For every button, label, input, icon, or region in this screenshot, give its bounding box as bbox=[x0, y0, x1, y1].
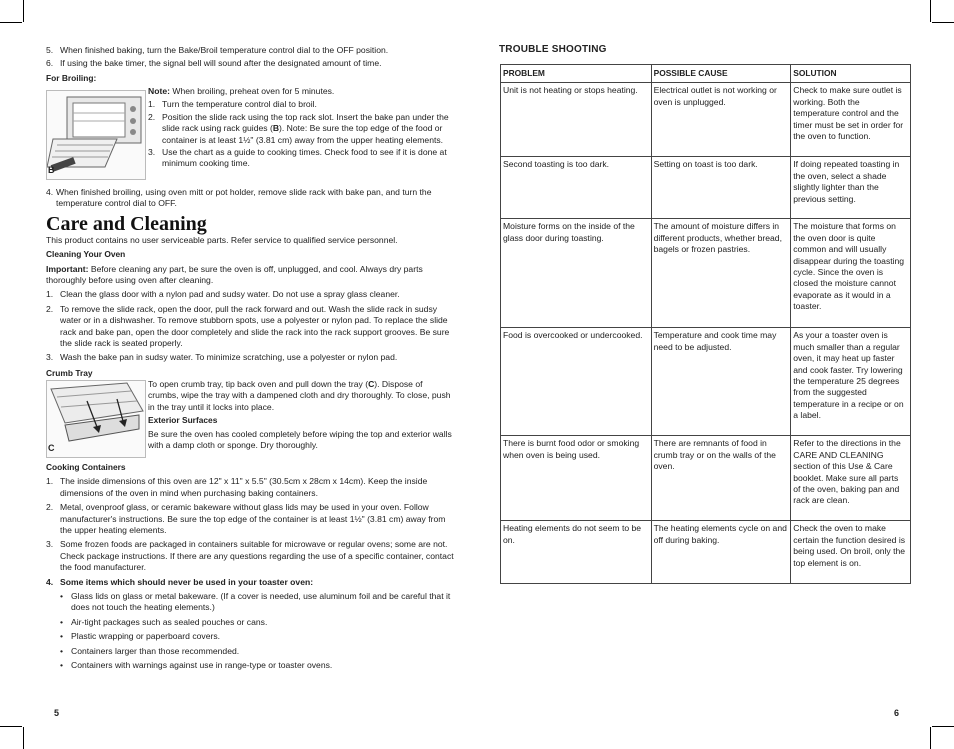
problem-cell: Heating elements do not seem to be on. bbox=[501, 521, 652, 584]
oven-drawing-icon bbox=[47, 91, 145, 179]
solution-cell: If doing repeated toasting in the oven, select a shade slightly lighter than the previous setting. bbox=[791, 157, 911, 219]
crop-mark bbox=[930, 0, 931, 22]
solution-cell: Refer to the directions in the CARE AND CLEANING section of this Use & Care booklet. Make sure all parts of the oven, baking pan and rack are clean. bbox=[791, 436, 911, 521]
list-item: 1. The inside dimensions of this oven are 12" x 11" x 5.5" (30.5cm x 28cm x 14cm). Keep the inside dimensions of the oven in mind when purchasing baking containers. bbox=[46, 476, 428, 498]
crumb-tray-heading: Crumb Tray bbox=[46, 367, 93, 378]
for-broiling-heading: For Broiling: bbox=[46, 72, 97, 83]
solution-cell: Check to make sure outlet is working. Both the temperature control and the timer must be set in order for the oven to function. bbox=[791, 83, 911, 157]
care-intro: This product contains no user serviceable parts. Refer service to qualified service personnel. bbox=[46, 234, 398, 245]
table-row bbox=[501, 436, 911, 521]
care-and-cleaning-section bbox=[46, 187, 454, 379]
list-item: • Plastic wrapping or paperboard covers. bbox=[60, 631, 221, 642]
page-number: 6 bbox=[894, 708, 900, 718]
table-row bbox=[501, 328, 911, 436]
cooking-containers-section bbox=[46, 462, 454, 672]
oven-rack-illustration bbox=[46, 90, 146, 180]
broiling-instructions bbox=[148, 86, 454, 170]
containers-heading: Cooking Containers bbox=[46, 462, 126, 472]
table-row bbox=[501, 219, 911, 328]
list-item: 6. If using the bake timer, the signal bell will sound after the designated amount of time. bbox=[46, 58, 382, 69]
solution-cell: As your a toaster oven is much smaller than a regular oven, it may heat up faster and cook faster. Try lowering the temperature 25 degrees from the suggested temperature in a recipe or on a label. bbox=[791, 328, 911, 436]
cause-cell: Setting on toast is too dark. bbox=[651, 157, 791, 219]
cause-cell: The amount of moisture differs in different products, whether bread, bagels or frozen pastries. bbox=[651, 219, 791, 328]
important-note: Important: Before cleaning any part, be sure the oven is off, unplugged, and cool. Always dry parts thoroughly before using oven after cleaning. bbox=[46, 263, 423, 286]
cause-cell: Temperature and cook time may need to be adjusted. bbox=[651, 328, 791, 436]
cause-cell: The heating elements cycle on and off during baking. bbox=[651, 521, 791, 584]
list-item: • Containers larger than those recommended. bbox=[60, 645, 240, 656]
crop-mark bbox=[932, 22, 954, 23]
troubleshooting-table bbox=[500, 64, 911, 584]
crumb-tray-instructions bbox=[148, 379, 454, 451]
list-item: 3. Use the chart as a guide to cooking times. Check food to see if it is done at minimum cooking time. bbox=[148, 147, 447, 169]
list-item: 3. Wash the bake pan in sudsy water. To minimize scratching, use a polyester or nylon pad. bbox=[46, 352, 398, 363]
table-row bbox=[501, 157, 911, 219]
solution-cell: Check the oven to make certain the function desired is being used. On broil, only the top element is on. bbox=[791, 521, 911, 584]
problem-cell: Moisture forms on the inside of the glass door during toasting. bbox=[501, 219, 652, 328]
table-header-row bbox=[501, 65, 911, 83]
list-item: 1. Turn the temperature control dial to broil. bbox=[148, 99, 317, 110]
table-row bbox=[501, 83, 911, 157]
list-item: • Air-tight packages such as sealed pouches or cans. bbox=[60, 616, 268, 627]
cause-cell: Electrical outlet is not working or oven is unplugged. bbox=[651, 83, 791, 157]
crop-mark bbox=[930, 727, 931, 749]
list-item: 1. Clean the glass door with a nylon pad and sudsy water. Do not use a spray glass cleaner. bbox=[46, 289, 400, 300]
page-title: Care and Cleaning bbox=[46, 212, 207, 235]
crumb-tray-text: To open crumb tray, tip back oven and pull down the tray (C). Dispose of crumbs, wipe the tray with a dampened cloth and dry thoroughly. To close, push in the tray until it locks into place. bbox=[148, 379, 451, 412]
list-item: 5. When finished baking, turn the Bake/Broil temperature control dial to the OFF position. bbox=[46, 45, 389, 55]
list-item: 2. Position the slide rack using the top rack slot. Insert the bake pan under the slide rack using rack guides (B). Note: Be sure the top edge of the food or container is at least 1½" (3.81 cm) away from the upper heating elements. bbox=[148, 111, 449, 145]
list-item: 2. Metal, ovenproof glass, or ceramic bakeware without glass lids may be used in your oven. Follow manufacturer's instructions. Be sure the top edge of the container is at least 1½" (3.81 cm) away from the upper heating elements. bbox=[46, 502, 446, 536]
exterior-text: Be sure the oven has cooled completely before wiping the top and exterior walls with a damp cloth or sponge. Dry thoroughly. bbox=[148, 428, 452, 451]
crop-mark bbox=[932, 726, 954, 727]
problem-cell: There is burnt food odor or smoking when oven is being used. bbox=[501, 436, 652, 521]
page-number: 5 bbox=[54, 708, 60, 718]
cause-cell: There are remnants of food in crumb tray or on the walls of the oven. bbox=[651, 436, 791, 521]
exterior-heading: Exterior Surfaces bbox=[148, 415, 218, 426]
column-header-problem: PROBLEM bbox=[501, 65, 652, 83]
cleaning-heading: Cleaning Your Oven bbox=[46, 249, 126, 260]
figure-c-label: C bbox=[48, 443, 55, 453]
figure-b-label: B bbox=[48, 165, 55, 175]
list-item: 2. To remove the slide rack, open the door, pull the rack forward and out. Wash the slide rack in sudsy water or in a dishwasher. To remove stubborn spots, use a polyester or nylon pad. To replace the slide rack and bake pan, open the door completely and slide the rack into the rack support grooves. Be sure the slide rack is seated properly. bbox=[46, 303, 450, 349]
baking-steps-end bbox=[46, 45, 454, 84]
crumb-tray-illustration bbox=[46, 380, 146, 458]
list-item: 4. When finished broiling, using oven mitt or pot holder, remove slide rack with bake pan, and turn the temperature control dial to OFF. bbox=[46, 187, 432, 209]
troubleshooting-title: TROUBLE SHOOTING bbox=[499, 44, 607, 55]
table-row bbox=[501, 521, 911, 584]
problem-cell: Unit is not heating or stops heating. bbox=[501, 83, 652, 157]
list-item: • Containers with warnings against use in range-type or toaster ovens. bbox=[60, 660, 333, 671]
column-header-cause: POSSIBLE CAUSE bbox=[651, 65, 791, 83]
column-header-solution: SOLUTION bbox=[791, 65, 911, 83]
list-item: 4. Some items which should never be used in your toaster oven: bbox=[46, 576, 314, 587]
broil-note: Note: When broiling, preheat oven for 5 minutes. bbox=[148, 86, 335, 96]
problem-cell: Food is overcooked or undercooked. bbox=[501, 328, 652, 436]
solution-cell: The moisture that forms on the oven door is quite common and will usually disappear during the toasting cycle. Since the oven is closed the moisture cannot evaporate as it would in a toaster. bbox=[791, 219, 911, 328]
problem-cell: Second toasting is too dark. bbox=[501, 157, 652, 219]
list-item: • Glass lids on glass or metal bakeware. (If a cover is needed, use aluminum foil and be careful that it does not touch the heating elements.) bbox=[60, 591, 451, 613]
crumb-tray-drawing-icon bbox=[47, 381, 145, 457]
list-item: 3. Some frozen foods are packaged in containers suitable for microwave or regular ovens; some are not. Check package instructions. If there are any questions regarding the use of a specific container, contact the food manufacturer. bbox=[46, 539, 454, 573]
